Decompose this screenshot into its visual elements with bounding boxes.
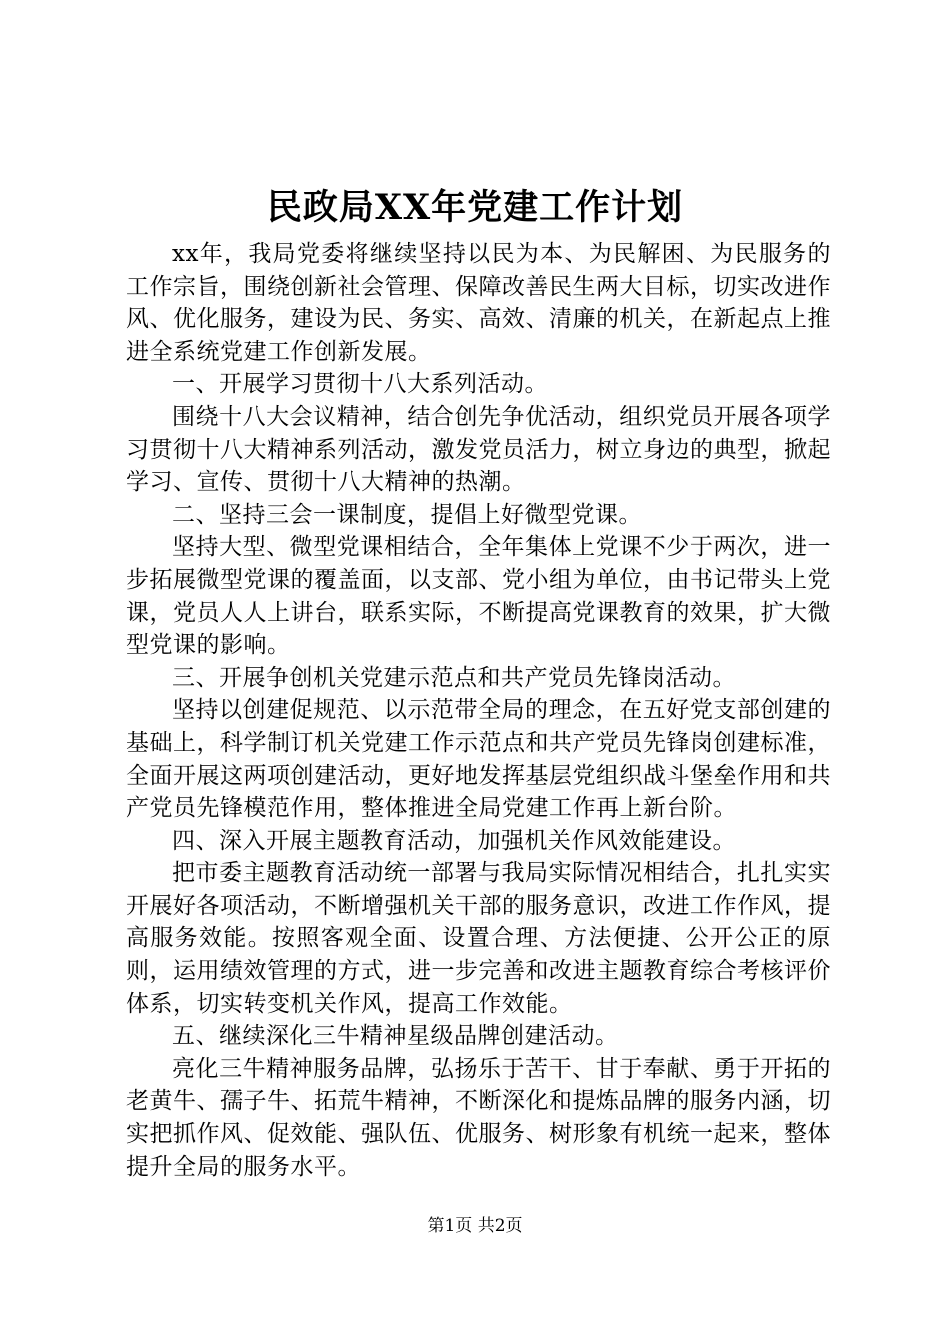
- section-paragraph-5: 亮化三牛精神服务品牌，弘扬乐于苦干、甘于奉献、勇于开拓的老黄牛、孺子牛、拓荒牛精神，不断深化和提炼品牌的服务内涵，切实把抓作风、促效能、强队伍、优服务、树形象有机统一起来，整体提升全局的服务水平。: [126, 1055, 831, 1180]
- section-heading-3: 三、开展争创机关党建示范点和共产党员先锋岗活动。: [172, 664, 736, 691]
- section-paragraph-4: 把市委主题教育活动统一部署与我局实际情况相结合，扎扎实实开展好各项活动，不断增强机关干部的服务意识，改进工作作风，提高服务效能。按照客观全面、设置合理、方法便捷、公开公正的原则，运用绩效管理的方式，进一步完善和改进主题教育综合考核评价体系，切实转变机关作风，提高工作效能。: [126, 860, 831, 1017]
- section-paragraph-3: 坚持以创建促规范、以示范带全局的理念，在五好党支部创建的基础上，科学制订机关党建工作示范点和共产党员先锋岗创建标准，全面开展这两项创建活动，更好地发挥基层党组织战斗堡垒作用和共产党员先锋模范作用，整体推进全局党建工作再上新台阶。: [126, 697, 831, 822]
- section-paragraph-1: 围绕十八大会议精神，结合创先争优活动，组织党员开展各项学习贯彻十八大精神系列活动，激发党员活力，树立身边的典型，掀起学习、宣传、贯彻十八大精神的热潮。: [126, 403, 831, 496]
- document-body: [126, 238, 831, 1183]
- page-number: 第1页 共2页: [427, 1216, 523, 1236]
- section-heading-2: 二、坚持三会一课制度，提倡上好微型党课。: [172, 501, 642, 528]
- section-heading-5: 五、继续深化三牛精神星级品牌创建活动。: [172, 1023, 619, 1050]
- section-heading-4: 四、深入开展主题教育活动，加强机关作风效能建设。: [172, 827, 736, 854]
- intro-paragraph: xx年，我局党委将继续坚持以民为本、为民解困、为民服务的工作宗旨，围绕创新社会管理、保障改善民生两大目标，切实改进作风、优化服务，建设为民、务实、高效、清廉的机关，在新起点上推进全系统党建工作创新发展。: [126, 241, 831, 365]
- document-title: 民政局XX年党建工作计划: [266, 187, 684, 228]
- section-paragraph-2: 坚持大型、微型党课相结合，全年集体上党课不少于两次，进一步拓展微型党课的覆盖面，以支部、党小组为单位，由书记带头上党课，党员人人上讲台，联系实际，不断提高党课教育的效果，扩大微型党课的影响。: [126, 534, 831, 659]
- section-heading-1: 一、开展学习贯彻十八大系列活动。: [172, 371, 548, 398]
